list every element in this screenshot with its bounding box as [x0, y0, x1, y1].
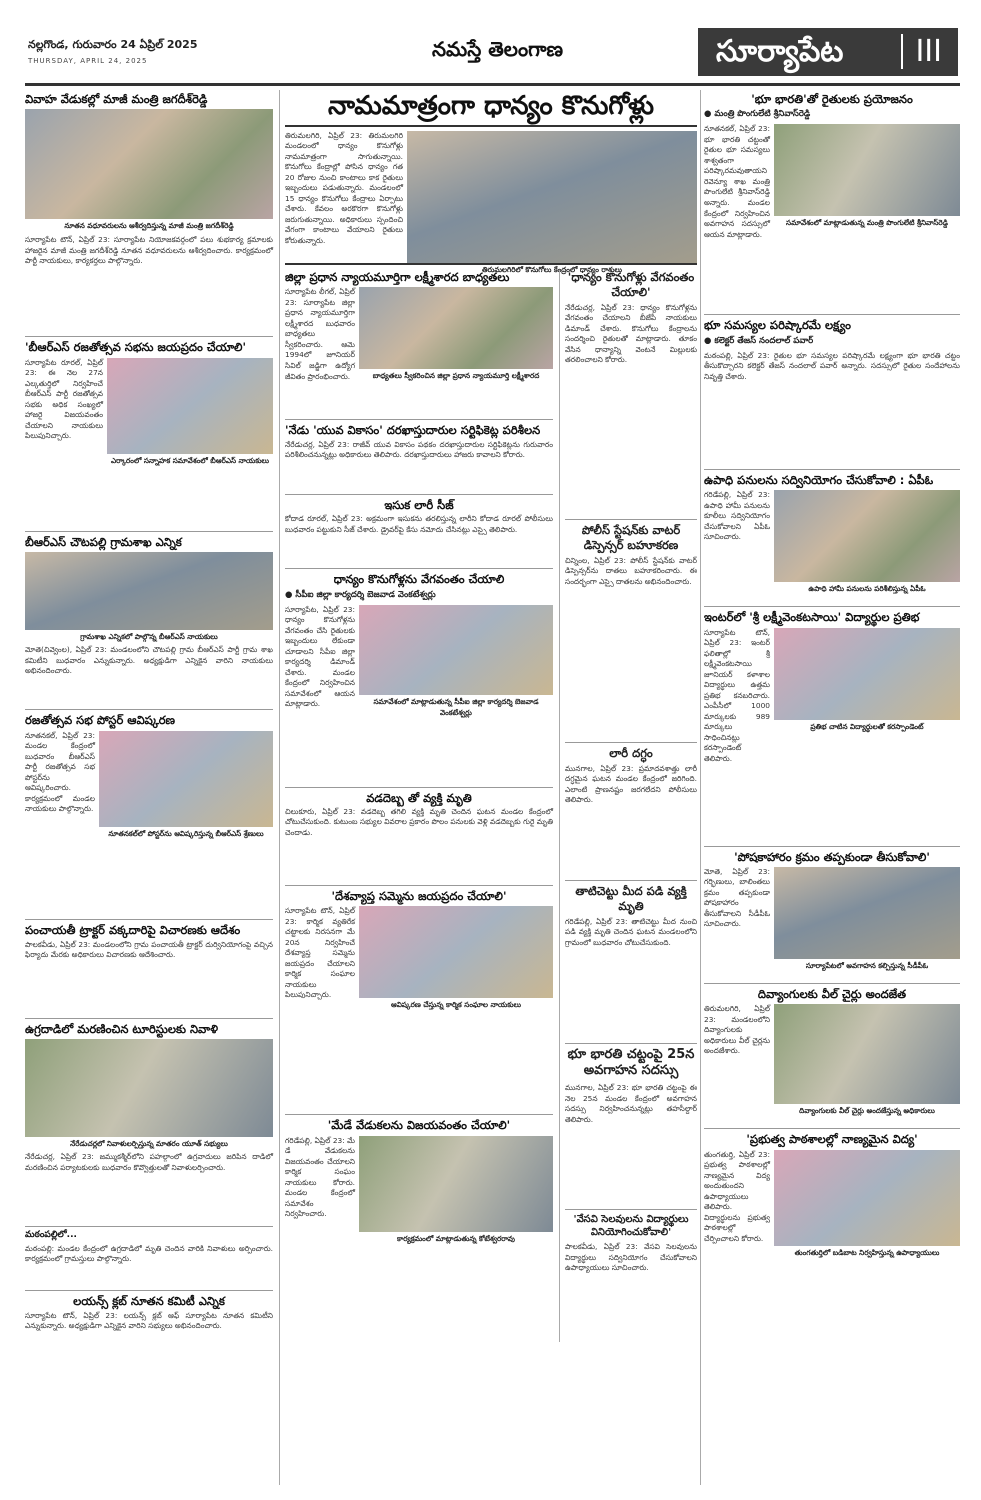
headline: లయన్స్ క్లబ్ నూతన కమిటీ ఎన్నిక: [73, 1293, 225, 1308]
article-body: మునగాల, ఏప్రిల్ 23: భూ భారతి చట్టంపై ఈ నెల 25న మండల కేంద్రంలో అవగాహన సదస్సు నిర్వహించనున్నట్లు తహసీల్దార్ తెలిపారు.: [565, 1083, 697, 1124]
article-body-continued: [25, 470, 273, 525]
article: [704, 983, 960, 1122]
center-subcolumn-right: [559, 270, 697, 1342]
headline: 'పోషకాహారం క్రమం తప్పకుండా తీసుకోవాలి': [734, 849, 930, 864]
article-body: కోదాడ రూరల్, ఏప్రిల్ 23: అక్రమంగా ఇసుకను తరలిస్తున్న లారీని కోదాడ రూరల్ పోలీసులు బుధవారం పట్టుకుని సీజ్ చేశారు. డ్రైవర్‌పై కేసు నమోదు చేసినట్లు ఎస్సై తెలిపారు.: [285, 514, 553, 534]
photo-group: [25, 552, 273, 630]
photo-wheelchairs: [774, 1004, 960, 1104]
photo-judge: [359, 287, 553, 369]
article-body: సూర్యాపేట టౌన్, ఏప్రిల్ 23: లయన్స్ క్లబ్ ఆఫ్ సూర్యాపేట నూతన కమిటీని ఎన్నుకున్నారు. అధ్యక్షుడిగా ఎన్నికైన వారిని సభ్యులు అభినందించారు.: [25, 1310, 273, 1331]
headline: ఉగ్రదాడిలో మరణించిన టూరిస్టులకు నివాళి: [25, 1021, 218, 1036]
headline: పోలీస్ స్టేషన్‌కు వాటర్ డిస్పెన్సర్ బహూకరణ: [581, 522, 681, 552]
photo-caption: గ్రామశాఖ ఎన్నికలో పాల్గొన్న బీఆర్‌ఎస్ నాయకులు: [80, 632, 218, 642]
headline: 'దేశవ్యాప్త సమ్మెను జయప్రదం చేయాలి': [331, 888, 507, 903]
masthead: [0, 0, 981, 88]
article: [25, 92, 273, 330]
article-body: తిరుమలగిరి, ఏప్రిల్ 23: తిరుమలగిరి మండలంలో ధాన్యం కొనుగోళ్లు నామమాత్రంగా సాగుతున్నాయి. కొనుగోలు కేంద్రాల్లో పోసిన ధాన్యం గత 20 రోజుల నుంచి కాంటాలు కాక రైతులు ఇబ్బందులు పడుతున్నారు. మండలంలో 15 ధాన్యం కొనుగోలు కేంద్రాలు ఏర్పాటు చేశారు. కేవలం అరకొరగా కొనుగోళ్లు జరుగుతున్నాయి. అధికారులు స్పందించి వేగంగా కాంటాలు వేయాలని రైతులు కోరుతున్నారు.: [285, 130, 403, 245]
headline: దివ్యాంగులకు వీల్ చైర్లు అందజేత: [757, 986, 907, 1001]
article-body: పాలకవీడు, ఏప్రిల్ 23: వేసవి సెలవులను విద్యార్థులు సద్వినియోగం చేసుకోవాలని ఉపాధ్యాయులు సూచించారు.: [565, 1242, 697, 1273]
column-left: [25, 88, 273, 1493]
headline: ధాన్యం కొనుగోళ్లను వేగవంతం చేయాలి: [333, 572, 505, 587]
article: [285, 419, 553, 487]
headline: బీఆర్‌ఎస్ చౌటపల్లి గ్రామశాఖ ఎన్నిక: [25, 534, 182, 549]
byline: ● కలెక్టర్ తేజస్ నందలాల్ పవార్: [704, 336, 960, 348]
section-rule: [285, 263, 697, 265]
article: [704, 469, 960, 600]
article: [704, 846, 960, 977]
article-body: మఠంపల్లి, ఏప్రిల్ 23: రైతుల భూ సమస్యల పరిష్కారమే లక్ష్యంగా భూ భారతి చట్టం తీసుకొచ్చారని కలెక్టర్ తేజస్ నందలాల్ పవార్ అన్నారు. సదస్సులో రైతుల సందేహాలను నివృత్తి చేశారు.: [704, 350, 960, 381]
article-body: నూతనకల్, ఏప్రిల్ 23: మండల కేంద్రంలో బుధవారం బీఆర్‌ఎస్ పార్టీ రజతోత్సవ సభ పోస్టర్‌ను ఆవిష్కరించారు. కార్యక్రమంలో మండల నాయకులు పాల్గొన్నారు.: [25, 730, 95, 814]
center-subcolumn-left: [285, 270, 553, 1254]
column-center: [285, 88, 697, 1493]
column-divider: [700, 90, 701, 1485]
edition-name: సూర్యాపేట: [716, 34, 844, 69]
photo-students: [774, 628, 960, 720]
article: [285, 1114, 553, 1253]
headline: భూ భారతి చట్టంపై 25న అవగాహన సదస్సు: [567, 1046, 695, 1079]
byline: ● సీపీఐ జిల్లా కార్యదర్శి బెజవాడ వెంకటేశ్వర్లు: [285, 590, 553, 602]
photo-employment-work: [774, 490, 960, 582]
photo-nutrition: [774, 867, 960, 959]
photo-caption: ఎర్కారంలో సన్నాహక సమావేశంలో బీఆర్‌ఎస్ నాయకులు: [110, 455, 270, 465]
photo-strike-poster: [359, 906, 553, 998]
photo-caption: నేరేడుచర్లలో నివాళులర్పిస్తున్న మాతరం యూత్ సభ్యులు: [70, 1139, 228, 1149]
headline: జిల్లా ప్రధాన న్యాయమూర్తిగా లక్ష్మీశారద బాధ్యతలు: [285, 270, 510, 284]
article: [285, 787, 553, 879]
edition-banner: [698, 28, 958, 76]
photo-tribute: [25, 1039, 273, 1137]
article: [704, 1128, 960, 1264]
dateline-telugu: నల్లగొండ, గురువారం 24 ఏప్రిల్ 2025: [28, 38, 198, 51]
photo-poster-launch: [99, 731, 273, 827]
headline: పంచాయతీ ట్రాక్టర్ వక్కదారిపై విచారణకు ఆదేశం: [25, 922, 241, 937]
headline: 'నేడు 'యువ వికాసం' దరఖాస్తుదారుల సర్టిఫికెట్ల పరిశీలన: [285, 423, 541, 438]
headline: రజతోత్సవ సభ పోస్టర్ ఆవిష్కరణ: [25, 713, 176, 728]
headline: ఉపాధి పనులను సద్వినియోగం చేసుకోవాలి : ఏపీఓ: [704, 472, 934, 487]
photo-caption: కార్యక్రమంలో మాట్లాడుతున్న కోటేశ్వరరావు: [397, 1233, 515, 1243]
photo-caption: ఉపాధి హామీ పనులను పరిశీలిస్తున్న ఏపీఓ: [808, 584, 926, 594]
dateline: [28, 38, 258, 74]
article: [25, 336, 273, 524]
article: [25, 709, 273, 912]
article: [565, 519, 697, 736]
article: [25, 1226, 273, 1283]
article-body: నేరేడుచర్ల, ఏప్రిల్ 23: రాజీవ్ యువ వికాసం పథకం దరఖాస్తుదారుల సర్టిఫికెట్లను గురువారం పరిశీలించనున్నట్లు అధికారులు తెలిపారు. దరఖాస్తుదారులు హాజరు కావాలని కోరారు.: [285, 439, 553, 460]
headline: వడదెబ్బ తో వ్యక్తి మృతి: [366, 790, 472, 805]
article: [704, 92, 960, 308]
article-body: తుంగతుర్తి, ఏప్రిల్ 23: ప్రభుత్వ పాఠశాలల్లో నాణ్యమైన విద్య అందుతుందని ఉపాధ్యాయులు తెలిపారు. విద్యార్థులను ప్రభుత్వ పాఠశాలల్లో చేర్పించాలని కోరారు.: [704, 1149, 770, 1243]
photo-meeting: [107, 358, 273, 454]
article: [285, 494, 553, 562]
article-body: సూర్యాపేట టౌన్, ఏప్రిల్ 23: సూర్యాపేట నియోజకవర్గంలో పలు శుభకార్య క్రమాలకు హాజరైన మాజీ మంత్రి జగదీశ్‌రెడ్డి నూతన వధూవరులను ఆశీర్వదించారు. కార్యక్రమంలో పార్టీ నాయకులు, కార్యకర్తలు పాల్గొన్నారు.: [25, 235, 273, 266]
photo-caption: సమావేశంలో మాట్లాడుతున్న సీపీఐ జిల్లా కార్యదర్శి బెజవాడ వెంకటేశ్వర్లు: [373, 696, 539, 717]
photo-grain-heaps: [407, 131, 697, 263]
headline: వివాహ వేడుకల్లో మాజీ మంత్రి జగదీశ్‌రెడ్డి: [25, 92, 208, 106]
photo-caption: బాధ్యతలు స్వీకరించిన జిల్లా ప్రధాన న్యాయమూర్తి లక్ష్మీశారద: [372, 371, 540, 381]
article: [565, 742, 697, 874]
article-body-continued: [285, 721, 553, 781]
article-body: మఠంపల్లి: మండల కేంద్రంలో ఉగ్రదాడిలో మృతి చెందిన వారికి నివాళులు అర్పించారు. కార్యక్రమంలో గ్రామస్తులు పాల్గొన్నారు.: [25, 1243, 273, 1264]
photo-caption: సమావేశంలో మాట్లాడుతున్న మంత్రి పొంగులేటి శ్రీనివాస్‌రెడ్డి: [786, 218, 948, 228]
article-body: తిరుమలగిరి, ఏప్రిల్ 23: మండలంలోని దివ్యాంగులకు అధికారులు వీల్ చైర్లను అందజేశారు.: [704, 1004, 770, 1056]
photo-caption: సూర్యాపేటలో అవగాహన కల్పిస్తున్న సీడీపీఓ: [805, 960, 929, 970]
headline: 'ధాన్యం కొనుగోళ్లు వేగవంతం చేయాలి': [567, 270, 695, 299]
byline: ● మంత్రి పొంగులేటి శ్రీనివాస్‌రెడ్డి: [704, 109, 960, 121]
article-body-continued: [285, 1016, 553, 1108]
masthead-rule: [25, 83, 960, 86]
article-body: గరిడేపల్లి, ఏప్రిల్ 23: మే డే వేడుకలను విజయవంతం చేయాలని కార్మిక సంఘం నాయకులు కోరారు. మండల కేంద్రంలో సమావేశం నిర్వహించారు.: [285, 1135, 355, 1219]
article-body-continued: [704, 740, 960, 840]
headline: 'వేసవి సెలవులను విద్యార్థులు వినియోగించుకోవాలి': [573, 1214, 689, 1239]
lead-article: [285, 90, 697, 281]
article-body-continued: [704, 238, 960, 308]
article-body: పాలకవీడు, ఏప్రిల్ 23: మండలంలోని గ్రామ పంచాయతీ ట్రాక్టర్ దుర్వినియోగంపై వచ్చిన ఫిర్యాదు మేరకు అధికారులు విచారణకు ఆదేశించారు.: [25, 939, 273, 960]
photo-wedding: [25, 109, 273, 219]
photo-caption: ఆవిష్కరణ చేస్తున్న కార్మిక సంఘాల నాయకులు: [390, 1000, 522, 1010]
photo-badibata: [774, 1150, 960, 1246]
article-body: సూర్యాపేట టౌన్, ఏప్రిల్ 23: ఇంటర్ ఫలితాల్లో శ్రీ లక్ష్మీవెంకటసాయి జూనియర్ కళాశాల విద్యార్థులు ఉత్తమ ప్రతిభ కనబరిచారు. ఎంపీసీలో 1000 మార్కులకు 989 మార్కులు సాధించినట్లు కరస్పాండెంట్ తెలిపారు.: [704, 627, 770, 763]
article: [285, 270, 553, 413]
lead-headline: నామమాత్రంగా ధాన్యం కొనుగోళ్లు: [285, 90, 697, 127]
subhead: మఠంపల్లిలో...: [25, 1230, 77, 1241]
article-body: సూర్యాపేట రూరల్, ఏప్రిల్ 23: ఈ నెల 27న ఎల్కతుర్తిలో నిర్వహించే బీఆర్‌ఎస్ పార్టీ రజతోత్సవ సభకు అధిక సంఖ్యలో హాజరై విజయవంతం చేయాలని నాయకులు పిలుపునిచ్చారు.: [25, 357, 103, 441]
article-body: సూర్యాపేట లీగల్, ఏప్రిల్ 23: సూర్యాపేట జిల్లా ప్రధాన న్యాయమూర్తిగా లక్ష్మీశారద బుధవారం బాధ్యతలు స్వీకరించారు. ఆమె 1994లో జూనియర్ సివిల్ జడ్జిగా ఉద్యోగ జీవితం ప్రారంభించారు.: [285, 287, 355, 381]
photo-caption: నూతనకల్‌లో పోస్టర్‌ను ఆవిష్కరిస్తున్న బీఆర్‌ఎస్ శ్రేణులు: [108, 828, 264, 838]
article: [704, 606, 960, 839]
article: [565, 1043, 697, 1204]
article-body: నూతనకల్, ఏప్రిల్ 23: భూ భారతి చట్టంతో రైతుల భూ సమస్యలు శాశ్వతంగా పరిష్కారమవుతాయని రెవెన్యూ శాఖ మంత్రి పొంగులేటి శ్రీనివాస్‌రెడ్డి అన్నారు. మండల కేంద్రంలో నిర్వహించిన అవగాహన సదస్సులో ఆయన మాట్లాడారు.: [704, 124, 770, 239]
headline: ఇంటర్‌లో 'శ్రీ లక్ష్మీవెంకటసాయి' విద్యార్థుల ప్రతిభ: [704, 610, 920, 625]
photo-caption: నూతన వధూవరులను ఆశీర్వదిస్తున్న మాజీ మంత్రి జగదీశ్‌రెడ్డి: [64, 221, 234, 231]
article: [25, 1018, 273, 1220]
article: [565, 1209, 697, 1342]
dateline-english: THURSDAY, APRIL 24, 2025: [28, 57, 148, 65]
headline: 'ప్రభుత్వ పాఠశాలల్లో నాణ్యమైన విద్య': [746, 1132, 918, 1147]
article-body: సూర్యాపేట టౌన్, ఏప్రిల్ 23: కార్మిక వ్యతిరేక చట్టాలకు నిరసనగా మే 20న నిర్వహించే దేశవ్యాప్త సమ్మెను జయప్రదం చేయాలని కార్మిక సంఘాల నాయకులు పిలుపునిచ్చారు.: [285, 906, 355, 1000]
article: [565, 270, 697, 513]
photo-caption: ప్రతిభ చాటిన విద్యార్థులతో కరస్పాండెంట్: [810, 721, 924, 731]
article-body: గరిడేపల్లి, ఏప్రిల్ 23: తాటిచెట్టు మీద నుంచి పడి వ్యక్తి మృతి చెందిన ఘటన మండలంలోని గ్రామంలో బుధవారం చోటుచేసుకుంది.: [565, 916, 697, 947]
photo-caption: తిరుమలగిరిలో కొనుగోలు కేంద్రంలో ధాన్యం రాశులు: [481, 264, 623, 274]
photo-minister: [774, 124, 960, 216]
headline: 'బీఆర్‌ఎస్ రజతోత్సవ సభను జయప్రదం చేయాలి': [25, 340, 247, 355]
article-body: మోతె, ఏప్రిల్ 23: గర్భిణులు, బాలింతలు క్రమం తప్పకుండా పోషకాహారం తీసుకోవాలని సీడీపీఓ సూచించారు.: [704, 866, 770, 929]
article: [565, 880, 697, 1037]
article: [25, 919, 273, 1012]
article: [285, 568, 553, 780]
headline: లారీ దగ్ధం: [609, 745, 653, 760]
article: [285, 885, 553, 1108]
photo-caption: దివ్యాంగులకు వీల్ చైర్లు అందజేస్తున్న అధికారులు: [799, 1106, 935, 1116]
article-body-continued: [25, 843, 273, 913]
headline: భూ సమస్యల పరిష్కారమే లక్ష్యం: [704, 318, 851, 333]
article-body: నేరేడుచర్ల, ఏప్రిల్ 23: ధాన్యం కొనుగోళ్లను వేగవంతం చేయాలని బీజేపీ నాయకులు డిమాండ్ చేశారు. కొనుగోలు కేంద్రాలను సందర్శించి రైతులతో మాట్లాడారు. తూకం వేసిన ధాన్యాన్ని వెంటనే మిల్లులకు తరలించాలని కోరారు.: [565, 302, 697, 365]
column-right: [704, 88, 960, 1493]
article-body: నేరేడుచర్ల, ఏప్రిల్ 23: జమ్ముకశ్మీర్‌లోని పహల్గాంలో ఉగ్రవాదులు జరిపిన దాడిలో మరణించిన పర్యాటకులకు బుధవారం కొవ్వొత్తులతో నివాళులర్పించారు.: [25, 1152, 273, 1172]
column-divider: [279, 90, 280, 1485]
headline: 'మేడే వేడుకలను విజయవంతం చేయాలి': [327, 1118, 511, 1133]
article-body: చిలుకూరు, ఏప్రిల్ 23: వడదెబ్బ తగిలి వ్యక్తి మృతి చెందిన ఘటన మండల కేంద్రంలో చోటుచేసుకుంది. కుటుంబ సభ్యుల వివరాల ప్రకారం పొలం పనులకు వెళ్లి వడదెబ్బకు గురై మృతి చెందాడు.: [285, 806, 553, 837]
article-body: మునగాల, ఏప్రిల్ 23: ప్రమాదవశాత్తు లారీ దగ్ధమైన ఘటన మండల కేంద్రంలో జరిగింది. ఎలాంటి ప్రాణనష్టం జరగలేదని పోలీసులు తెలిపారు.: [565, 763, 697, 805]
photo-cpi-meeting: [359, 605, 553, 695]
article-body: గరిడేపల్లి, ఏప్రిల్ 23: ఉపాధి హామీ పనులను కూలీలు సద్వినియోగం చేసుకోవాలని ఏపీఓ సూచించారు.: [704, 490, 770, 542]
article: [704, 314, 960, 462]
article-body: సూర్యాపేట, ఏప్రిల్ 23: ధాన్యం కొనుగోళ్లను వేగవంతం చేసి రైతులకు ఇబ్బందులు లేకుండా చూడాలని సీపీఐ జిల్లా కార్యదర్శి డిమాండ్ చేశారు. మండల కేంద్రంలో నిర్వహించిన సమావేశంలో ఆయన మాట్లాడారు.: [285, 604, 355, 709]
headline: 'భూ భారతి'తో రైతులకు ప్రయోజనం: [751, 92, 913, 106]
headline: తాటిచెట్టు మీద పడి వ్యక్తి మృతి: [575, 883, 687, 913]
page-number: III: [901, 34, 942, 69]
photo-caption: తుంగతుర్తిలో బడిబాట నిర్వహిస్తున్న ఉపాధ్యాయులు: [794, 1247, 940, 1257]
article: [25, 1290, 273, 1401]
photo-mayday-meeting: [359, 1136, 553, 1232]
article-body-continued: [285, 385, 553, 413]
article-body: చిన్నింల, ఏప్రిల్ 23: పోలీస్ స్టేషన్‌కు వాటర్ డిస్పెన్సర్‌ను దాతలు బహూకరించారు. ఈ సందర్భంగా ఎస్సై దాతలను అభినందించారు.: [565, 555, 697, 586]
article: [25, 531, 273, 703]
headline: ఇసుక లారీ సీజ్: [384, 497, 454, 512]
paper-name: నమస్తే తెలంగాణ: [432, 37, 564, 61]
article-body: మోతె(చివ్వెంల), ఏప్రిల్ 23: మండలంలోని చౌటపల్లి గ్రామ బీఆర్‌ఎస్ పార్టీ గ్రామ శాఖ కమిటీని బుధవారం ఎన్నుకున్నారు. అధ్యక్షుడిగా ఎన్నికైన వారిని నాయకులు అభినందించారు.: [25, 645, 273, 676]
